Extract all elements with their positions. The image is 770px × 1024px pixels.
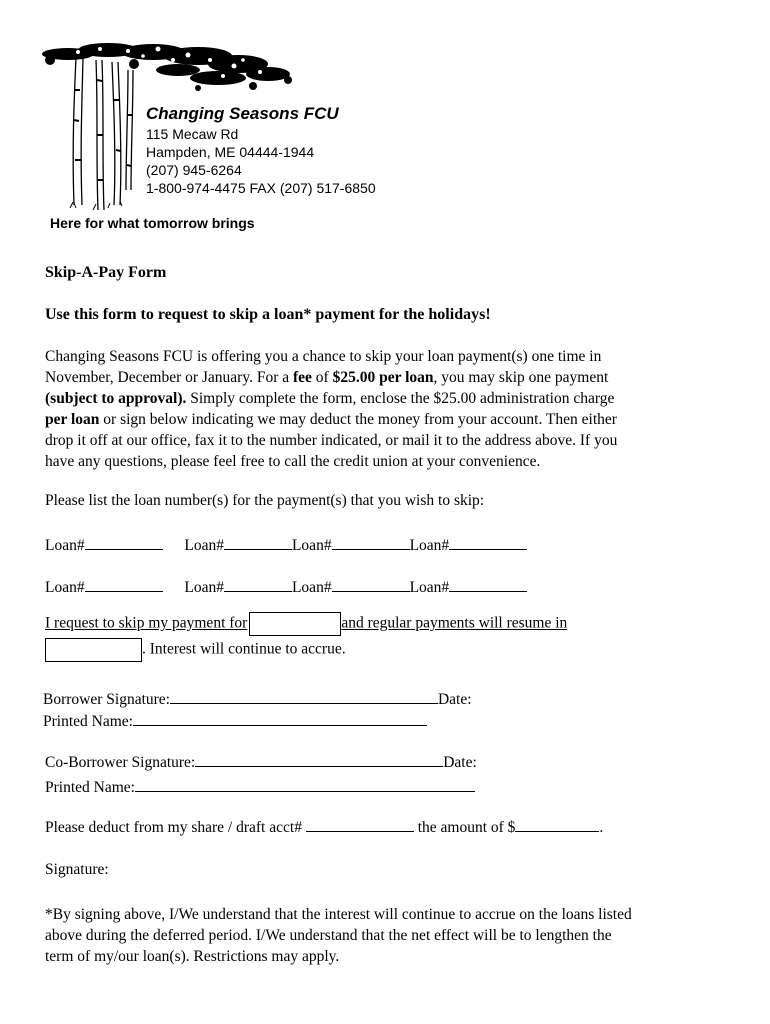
- amount-field[interactable]: [515, 817, 599, 832]
- loan-number-field[interactable]: [449, 577, 527, 592]
- loan-label: Loan#: [184, 537, 224, 554]
- tollfree-fax: 1-800-974-4475 FAX (207) 517-6850: [146, 180, 376, 196]
- signature-label: Signature:: [45, 861, 109, 878]
- loan-label: Loan#: [409, 579, 450, 596]
- loan-label: Loan#: [45, 579, 85, 596]
- borrower-date-label: Date:: [437, 691, 472, 708]
- address-street: 115 Mecaw Rd: [146, 126, 239, 142]
- loan-number-field[interactable]: [224, 535, 292, 550]
- borrower-printed-name-line: [43, 711, 427, 731]
- request-line: [45, 612, 567, 636]
- loan-label: Loan#: [409, 537, 450, 554]
- intro-line-1: Changing Seasons FCU is offering you a chance to skip your loan payment(s) one time in: [45, 348, 602, 365]
- interest-note: . Interest will continue to accrue.: [142, 640, 346, 658]
- printed-name-label: Printed Name:: [43, 713, 133, 730]
- form-subtitle: Use this form to request to skip a loan* payment for the holidays!: [45, 306, 491, 323]
- loan-label: Loan#: [291, 537, 332, 554]
- loan-label: Loan#: [291, 579, 332, 596]
- tagline: Here for what tomorrow brings: [50, 215, 255, 231]
- address-city: Hampden, ME 04444-1944: [146, 144, 315, 160]
- org-name: Changing Seasons FCU: [146, 104, 339, 123]
- resume-line: [45, 638, 346, 662]
- loan-number-field[interactable]: [85, 535, 163, 550]
- coborrower-printed-name-line: [45, 777, 475, 797]
- disclaimer-line-2: above during the deferred period. I/We understand that the net effect will be to lengthen the: [45, 927, 612, 944]
- amount-text: the amount of $: [417, 819, 516, 836]
- loan-number-field[interactable]: [449, 535, 527, 550]
- coborrower-signature-line: [45, 752, 477, 772]
- resume-text: and regular payments will resume in: [341, 614, 568, 632]
- intro-line-3: (subject to approval). Simply complete the form, enclose the $25.00 administration charge: [45, 390, 615, 407]
- loan-number-field[interactable]: [85, 577, 163, 592]
- coborrower-signature-field[interactable]: [195, 752, 443, 767]
- loan-row-2: [45, 577, 527, 597]
- borrower-printed-name-field[interactable]: [133, 711, 427, 726]
- disclaimer-line-1: *By signing above, I/We understand that the interest will continue to accrue on the loans listed: [45, 906, 632, 923]
- phone-number: (207) 945-6264: [146, 162, 242, 178]
- intro-line-5: drop it off at our office, fax it to the number indicated, or mail it to the address above. If you: [45, 432, 618, 449]
- intro-line-2: November, December or January. For a fee of $25.00 per loan, you may skip one payment: [45, 369, 609, 386]
- coborrower-printed-name-field[interactable]: [135, 777, 475, 792]
- loan-label: Loan#: [184, 579, 224, 596]
- intro-line-6: have any questions, please feel free to call the credit union at your convenience.: [45, 453, 541, 470]
- intro-line-4: per loan or sign below indicating we may deduct the money from your account. Then either: [45, 411, 617, 428]
- intro-paragraph: [45, 346, 735, 472]
- account-number-field[interactable]: [306, 817, 414, 832]
- borrower-signature-label: Borrower Signature:: [43, 691, 170, 708]
- resume-month-field[interactable]: [45, 638, 142, 662]
- coborrower-date-label: Date:: [443, 754, 477, 771]
- form-title: Skip-A-Pay Form: [45, 264, 167, 281]
- loan-number-field[interactable]: [332, 577, 410, 592]
- loan-number-field[interactable]: [332, 535, 410, 550]
- skip-month-field[interactable]: [249, 612, 341, 636]
- borrower-signature-line: [43, 689, 472, 709]
- coborrower-signature-label: Co-Borrower Signature:: [45, 754, 196, 771]
- deduct-line: [45, 817, 603, 837]
- loan-list-prompt: Please list the loan number(s) for the payment(s) that you wish to skip:: [45, 492, 485, 509]
- loan-label: Loan#: [45, 537, 85, 554]
- loan-number-field[interactable]: [224, 577, 292, 592]
- deduct-period: .: [599, 819, 604, 836]
- deduct-text: Please deduct from my share / draft acct#: [45, 819, 302, 836]
- request-text: I request to skip my payment for: [45, 614, 248, 632]
- printed-name-label: Printed Name:: [45, 779, 135, 796]
- disclaimer-line-3: term of my/our loan(s). Restrictions may apply.: [45, 948, 340, 965]
- borrower-signature-field[interactable]: [170, 689, 438, 704]
- disclaimer: [45, 904, 735, 967]
- address-block: [146, 125, 376, 197]
- loan-row-1: [45, 535, 527, 555]
